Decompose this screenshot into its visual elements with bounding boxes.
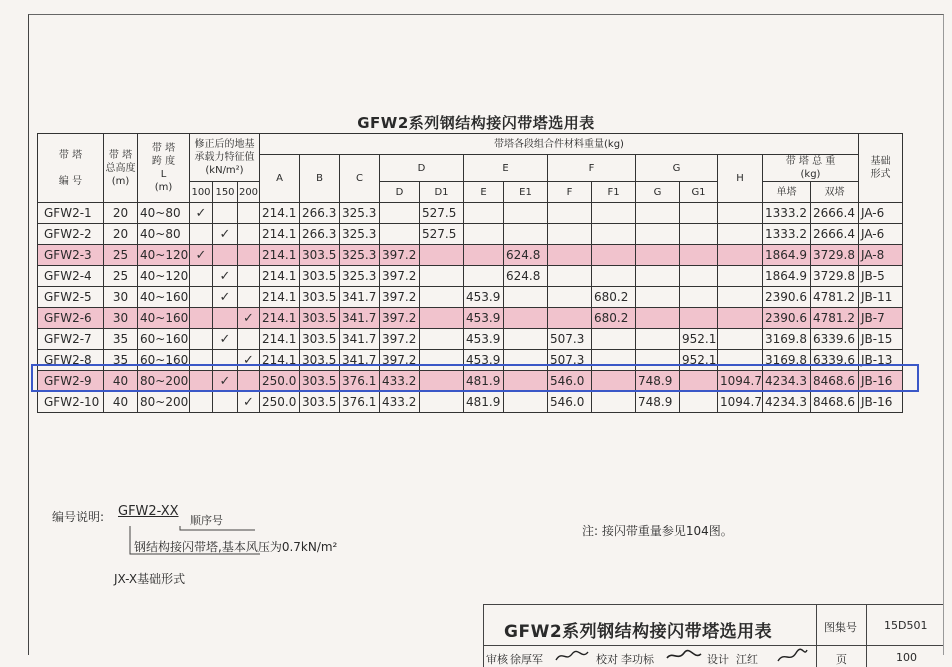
cell-F1 <box>592 266 636 287</box>
cell-A: 250.0 <box>260 392 300 413</box>
check-mark-icon: ✓ <box>219 331 231 347</box>
cell-D1 <box>420 245 464 266</box>
cell-G <box>636 308 680 329</box>
cell-code: GFW2-8 <box>38 350 104 371</box>
cell-code: GFW2-4 <box>38 266 104 287</box>
cell-soil-200 <box>238 224 260 245</box>
cell-G <box>636 224 680 245</box>
header-sub-F1: F1 <box>592 182 636 203</box>
cell-double: 8468.6 <box>811 371 859 392</box>
cell-B: 303.5 <box>300 266 340 287</box>
cell-G <box>636 266 680 287</box>
cell-soil-150 <box>213 329 238 350</box>
cell-C: 341.7 <box>340 287 380 308</box>
header-sub-F: F <box>548 182 592 203</box>
cell-E: 481.9 <box>464 371 504 392</box>
cell-single: 1864.9 <box>763 245 811 266</box>
cell-H <box>718 287 763 308</box>
cell-single: 1333.2 <box>763 224 811 245</box>
header-soil-200: 200 <box>238 182 260 203</box>
selected-row-highlight <box>31 364 919 392</box>
cell-A: 214.1 <box>260 203 300 224</box>
cell-D: 397.2 <box>380 245 420 266</box>
cell-code: GFW2-5 <box>38 287 104 308</box>
cell-B: 303.5 <box>300 287 340 308</box>
cell-D1: 527.5 <box>420 203 464 224</box>
header-group-F: F <box>548 155 636 182</box>
cell-E: 453.9 <box>464 287 504 308</box>
cell-G: 748.9 <box>636 392 680 413</box>
cell-double: 3729.8 <box>811 245 859 266</box>
header-total: 带 塔 总 重 (kg) <box>763 155 859 182</box>
header-sub-D1: D1 <box>420 182 464 203</box>
cell-D1 <box>420 308 464 329</box>
cell-F: 546.0 <box>548 392 592 413</box>
cell-C: 325.3 <box>340 224 380 245</box>
cell-span: 80~200 <box>138 371 190 392</box>
title-block <box>483 604 943 667</box>
cell-soil-200 <box>238 287 260 308</box>
cell-double: 4781.2 <box>811 308 859 329</box>
cell-base: JB-16 <box>859 392 903 413</box>
cell-C: 325.3 <box>340 245 380 266</box>
cell-single: 4234.3 <box>763 371 811 392</box>
cell-F1 <box>592 245 636 266</box>
cell-D: 397.2 <box>380 350 420 371</box>
cell-span: 40~160 <box>138 287 190 308</box>
cell-B: 303.5 <box>300 329 340 350</box>
check-mark-icon: ✓ <box>219 289 231 305</box>
cell-E1 <box>504 224 548 245</box>
header-soil-150: 150 <box>213 182 238 203</box>
cell-B: 303.5 <box>300 350 340 371</box>
cell-D: 433.2 <box>380 371 420 392</box>
cell-base: JA-8 <box>859 245 903 266</box>
cell-base: JB-7 <box>859 308 903 329</box>
header-group-C: C <box>340 155 380 203</box>
cell-span: 60~160 <box>138 350 190 371</box>
header-code: 带 塔 编 号 <box>38 134 104 203</box>
header-group-G: G <box>636 155 718 182</box>
cell-E1 <box>504 287 548 308</box>
note: 注: 接闪带重量参见104图。 <box>582 524 733 538</box>
cell-span: 40~120 <box>138 245 190 266</box>
cell-soil-200 <box>238 308 260 329</box>
cell-H <box>718 266 763 287</box>
cell-E <box>464 266 504 287</box>
cell-height: 20 <box>104 224 138 245</box>
cell-D1: 527.5 <box>420 224 464 245</box>
cell-E: 481.9 <box>464 392 504 413</box>
cell-soil-150 <box>213 266 238 287</box>
cell-F <box>548 287 592 308</box>
cell-span: 40~160 <box>138 308 190 329</box>
header-total-single: 单塔 <box>763 182 811 203</box>
atlas-no: 15D501 <box>884 619 928 632</box>
legend-base: JX-X基础形式 <box>114 572 186 586</box>
cell-E1 <box>504 392 548 413</box>
title-block-title: GFW2系列钢结构接闪带塔选用表 <box>504 622 773 642</box>
cell-height: 30 <box>104 308 138 329</box>
cell-soil-100 <box>190 245 213 266</box>
table-row <box>38 203 903 224</box>
cell-H <box>718 329 763 350</box>
cell-G1 <box>680 392 718 413</box>
cell-G <box>636 329 680 350</box>
cell-single: 3169.8 <box>763 350 811 371</box>
cell-span: 80~200 <box>138 392 190 413</box>
table-row <box>38 287 903 308</box>
table-row <box>38 224 903 245</box>
legend-lines <box>120 520 260 560</box>
header-soil-100: 100 <box>190 182 213 203</box>
header-sub-E: E <box>464 182 504 203</box>
table-row <box>38 308 903 329</box>
cell-soil-200 <box>238 329 260 350</box>
cell-G1 <box>680 245 718 266</box>
checker-signature <box>664 648 704 664</box>
cell-soil-100 <box>190 224 213 245</box>
cell-soil-150 <box>213 245 238 266</box>
header-weights: 带塔各段组合件材料重量(kg) <box>260 134 859 155</box>
cell-code: GFW2-6 <box>38 308 104 329</box>
table-row <box>38 245 903 266</box>
cell-C: 341.7 <box>340 350 380 371</box>
header-group-A: A <box>260 155 300 203</box>
table-row <box>38 329 903 350</box>
cell-soil-200 <box>238 266 260 287</box>
cell-G1 <box>680 203 718 224</box>
cell-soil-150 <box>213 392 238 413</box>
reviewer-signature <box>552 648 592 664</box>
cell-G1 <box>680 287 718 308</box>
cell-F1: 680.2 <box>592 308 636 329</box>
cell-F1 <box>592 392 636 413</box>
cell-base: JB-16 <box>859 371 903 392</box>
page-number: 100 <box>896 651 917 664</box>
cell-E: 453.9 <box>464 329 504 350</box>
cell-B: 303.5 <box>300 371 340 392</box>
cell-E: 453.9 <box>464 350 504 371</box>
cell-C: 325.3 <box>340 266 380 287</box>
check-mark-icon: ✓ <box>243 310 254 326</box>
cell-G1: 952.1 <box>680 329 718 350</box>
cell-double: 2666.4 <box>811 203 859 224</box>
cell-D1 <box>420 329 464 350</box>
cell-A: 214.1 <box>260 350 300 371</box>
check-mark-icon: ✓ <box>219 226 231 242</box>
cell-base: JA-6 <box>859 224 903 245</box>
cell-single: 2390.6 <box>763 287 811 308</box>
cell-G <box>636 203 680 224</box>
cell-code: GFW2-10 <box>38 392 104 413</box>
cell-E <box>464 224 504 245</box>
cell-E1 <box>504 203 548 224</box>
cell-single: 1333.2 <box>763 203 811 224</box>
cell-code: GFW2-3 <box>38 245 104 266</box>
check-mark-icon: ✓ <box>195 205 207 221</box>
design-label: 设计 <box>707 653 729 666</box>
cell-B: 303.5 <box>300 308 340 329</box>
cell-C: 376.1 <box>340 371 380 392</box>
cell-C: 341.7 <box>340 329 380 350</box>
review-label: 审核 <box>486 653 508 666</box>
cell-single: 3169.8 <box>763 329 811 350</box>
cell-F <box>548 245 592 266</box>
cell-C: 341.7 <box>340 308 380 329</box>
cell-single: 4234.3 <box>763 392 811 413</box>
header-group-H: H <box>718 155 763 203</box>
table-row <box>38 266 903 287</box>
cell-E1: 624.8 <box>504 266 548 287</box>
header-base: 基础 形式 <box>859 134 903 203</box>
cell-E1 <box>504 308 548 329</box>
cell-D: 397.2 <box>380 266 420 287</box>
cell-E: 453.9 <box>464 308 504 329</box>
cell-double: 6339.6 <box>811 329 859 350</box>
cell-H <box>718 308 763 329</box>
reviewer: 徐厚军 <box>510 653 543 666</box>
cell-G: 748.9 <box>636 371 680 392</box>
cell-height: 25 <box>104 266 138 287</box>
cell-A: 250.0 <box>260 371 300 392</box>
cell-D: 397.2 <box>380 329 420 350</box>
cell-B: 266.3 <box>300 203 340 224</box>
cell-B: 266.3 <box>300 224 340 245</box>
cell-soil-100 <box>190 392 213 413</box>
designer-signature <box>774 647 810 665</box>
cell-soil-150 <box>213 203 238 224</box>
cell-code: GFW2-1 <box>38 203 104 224</box>
cell-soil-100 <box>190 287 213 308</box>
cell-H <box>718 203 763 224</box>
cell-A: 214.1 <box>260 287 300 308</box>
header-span: 带 塔 跨 度 L (m) <box>138 134 190 203</box>
cell-height: 25 <box>104 245 138 266</box>
cell-double: 4781.2 <box>811 287 859 308</box>
cell-height: 30 <box>104 287 138 308</box>
header-group-D: D <box>380 155 464 182</box>
legend-code: GFW2-XX <box>118 504 179 519</box>
header-group-E: E <box>464 155 548 182</box>
header-total-double: 双塔 <box>811 182 859 203</box>
cell-A: 214.1 <box>260 329 300 350</box>
cell-F1 <box>592 329 636 350</box>
cell-E <box>464 203 504 224</box>
table-title: GFW2系列钢结构接闪带塔选用表 <box>357 114 595 132</box>
cell-C: 376.1 <box>340 392 380 413</box>
cell-height: 20 <box>104 203 138 224</box>
cell-height: 40 <box>104 392 138 413</box>
designer: 江红 <box>736 653 758 666</box>
cell-E <box>464 245 504 266</box>
header-soil: 修正后的地基 承载力特征值 (kN/m²) <box>190 134 260 182</box>
atlas-label: 图集号 <box>824 621 857 634</box>
table-row <box>38 392 903 413</box>
cell-D1 <box>420 392 464 413</box>
cell-double: 3729.8 <box>811 266 859 287</box>
cell-F <box>548 266 592 287</box>
cell-A: 214.1 <box>260 245 300 266</box>
cell-double: 2666.4 <box>811 224 859 245</box>
cell-soil-150 <box>213 308 238 329</box>
cell-double: 6339.6 <box>811 350 859 371</box>
cell-H <box>718 224 763 245</box>
cell-A: 214.1 <box>260 266 300 287</box>
cell-code: GFW2-9 <box>38 371 104 392</box>
cell-F <box>548 203 592 224</box>
check-mark-icon: ✓ <box>219 373 231 389</box>
cell-soil-100 <box>190 266 213 287</box>
cell-G1 <box>680 224 718 245</box>
check-label: 校对 <box>596 653 618 666</box>
cell-G1 <box>680 266 718 287</box>
page-label: 页 <box>836 653 847 666</box>
cell-G <box>636 245 680 266</box>
check-mark-icon: ✓ <box>243 394 254 410</box>
legend-label: 编号说明: <box>52 510 105 524</box>
cell-base: JB-5 <box>859 266 903 287</box>
cell-code: GFW2-7 <box>38 329 104 350</box>
cell-A: 214.1 <box>260 308 300 329</box>
check-mark-icon: ✓ <box>195 247 207 263</box>
cell-soil-200 <box>238 245 260 266</box>
cell-G1 <box>680 308 718 329</box>
cell-single: 2390.6 <box>763 308 811 329</box>
cell-base: JB-15 <box>859 329 903 350</box>
legend-seq: 顺序号 <box>190 514 223 527</box>
check-mark-icon: ✓ <box>243 352 254 368</box>
cell-soil-200 <box>238 392 260 413</box>
cell-single: 1864.9 <box>763 266 811 287</box>
cell-base: JA-6 <box>859 203 903 224</box>
cell-soil-200 <box>238 203 260 224</box>
cell-D1 <box>420 287 464 308</box>
cell-double: 8468.6 <box>811 392 859 413</box>
cell-D <box>380 224 420 245</box>
cell-F1 <box>592 203 636 224</box>
cell-B: 303.5 <box>300 245 340 266</box>
cell-span: 40~80 <box>138 224 190 245</box>
cell-F: 546.0 <box>548 371 592 392</box>
cell-F <box>548 308 592 329</box>
cell-base: JB-13 <box>859 350 903 371</box>
header-sub-G: G <box>636 182 680 203</box>
cell-H <box>718 245 763 266</box>
cell-soil-100 <box>190 203 213 224</box>
header-height: 带 塔 总高度 (m) <box>104 134 138 203</box>
cell-soil-100 <box>190 329 213 350</box>
check-mark-icon: ✓ <box>219 268 231 284</box>
cell-F1 <box>592 224 636 245</box>
header-sub-D: D <box>380 182 420 203</box>
cell-span: 40~80 <box>138 203 190 224</box>
legend-desc: 钢结构接闪带塔,基本风压为0.7kN/m² <box>134 540 338 554</box>
cell-C: 325.3 <box>340 203 380 224</box>
header-group-B: B <box>300 155 340 203</box>
cell-span: 40~120 <box>138 266 190 287</box>
cell-E1: 624.8 <box>504 245 548 266</box>
cell-soil-150 <box>213 287 238 308</box>
cell-E1 <box>504 329 548 350</box>
cell-soil-150 <box>213 224 238 245</box>
cell-B: 303.5 <box>300 392 340 413</box>
cell-soil-100 <box>190 308 213 329</box>
cell-span: 60~160 <box>138 329 190 350</box>
cell-D: 397.2 <box>380 287 420 308</box>
cell-height: 35 <box>104 350 138 371</box>
cell-G <box>636 287 680 308</box>
cell-F <box>548 224 592 245</box>
cell-height: 40 <box>104 371 138 392</box>
cell-F1: 680.2 <box>592 287 636 308</box>
cell-D1 <box>420 266 464 287</box>
checker: 李功标 <box>621 653 654 666</box>
cell-H: 1094.7 <box>718 392 763 413</box>
cell-height: 35 <box>104 329 138 350</box>
cell-D <box>380 203 420 224</box>
cell-A: 214.1 <box>260 224 300 245</box>
cell-D: 433.2 <box>380 392 420 413</box>
cell-base: JB-11 <box>859 287 903 308</box>
cell-D: 397.2 <box>380 308 420 329</box>
cell-F: 507.3 <box>548 329 592 350</box>
cell-G1: 952.1 <box>680 350 718 371</box>
cell-H: 1094.7 <box>718 371 763 392</box>
cell-code: GFW2-2 <box>38 224 104 245</box>
header-sub-E1: E1 <box>504 182 548 203</box>
header-sub-G1: G1 <box>680 182 718 203</box>
cell-F: 507.3 <box>548 350 592 371</box>
